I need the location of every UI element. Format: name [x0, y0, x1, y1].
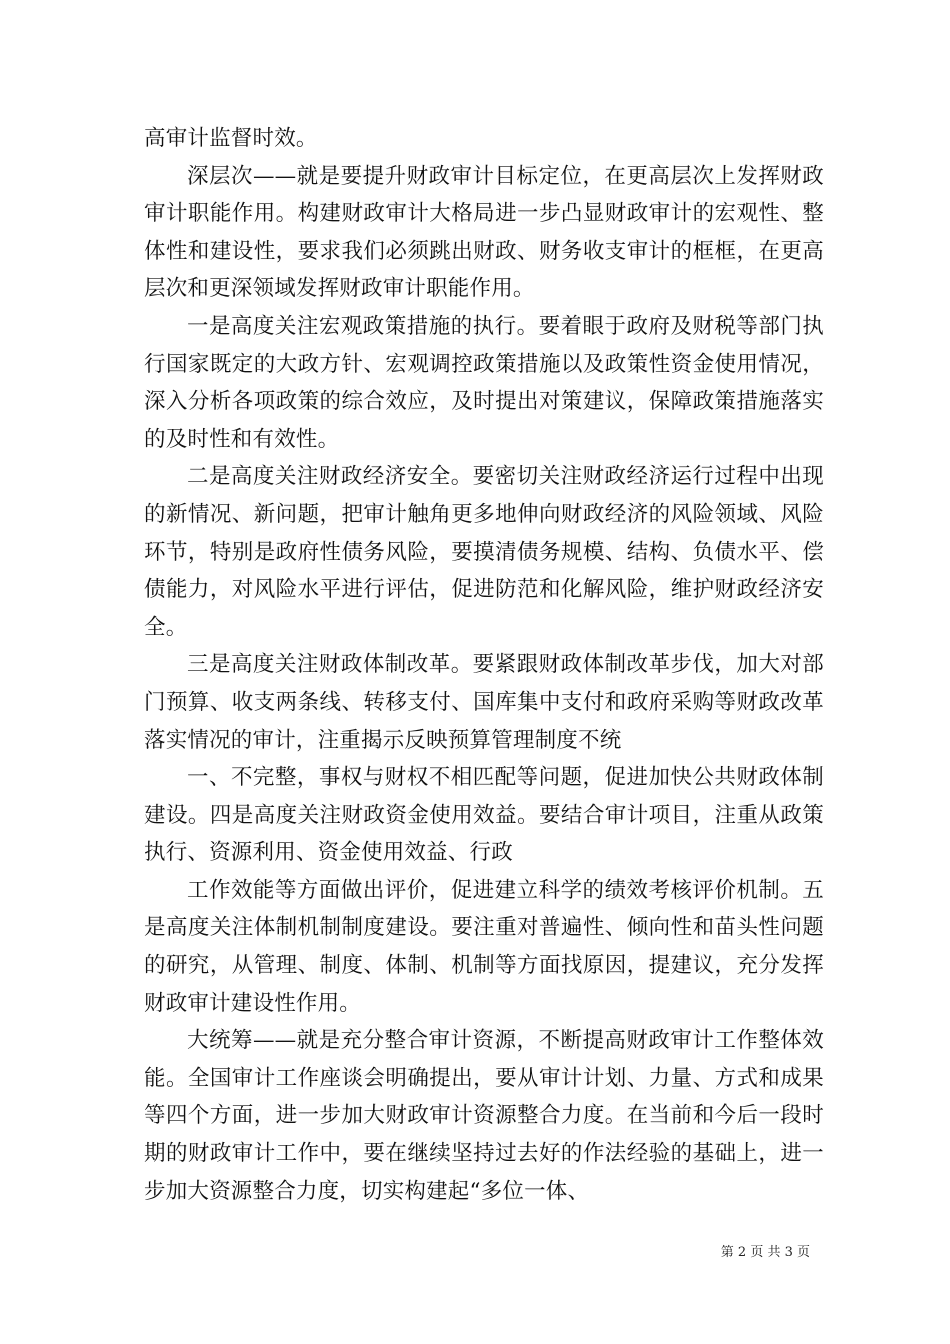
paragraph: 一是高度关注宏观政策措施的执行。要着眼于政府及财税等部门执行国家既定的大政方针、宏观调控政策措施以及政策性资金使用情况，深入分析各项政策的综合效应，及时提出对策建议，保障政策措施落实的及时性和有效性。: [144, 313, 824, 452]
paragraph: 工作效能等方面做出评价，促进建立科学的绩效考核评价机制。五是高度关注体制机制制度建设。要注重对普遍性、倾向性和苗头性问题的研究，从管理、制度、体制、机制等方面找原因，提建议，充分发挥财政审计建设性作用。: [144, 877, 824, 1016]
page-number-footer: 第 2 页 共 3 页: [720, 1245, 810, 1260]
paragraph: 高审计监督时效。: [144, 126, 318, 151]
paragraph: 一、不完整，事权与财权不相匹配等问题，促进加快公共财政体制建设。四是高度关注财政资金使用效益。要结合审计项目，注重从政策执行、资源利用、资金使用效益、行政: [144, 765, 824, 866]
paragraph: 大统筹——就是充分整合审计资源，不断提高财政审计工作整体效能。全国审计工作座谈会明确提出，要从审计计划、力量、方式和成果等四个方面，进一步加大财政审计资源整合力度。在当前和今后一段时期的财政审计工作中，要在继续坚持过去好的作法经验的基础上，进一步加大资源整合力度，切实构建起“多位一体、: [144, 1028, 824, 1204]
paragraph: 三是高度关注财政体制改革。要紧跟财政体制改革步伐，加大对部门预算、收支两条线、转移支付、国库集中支付和政府采购等财政改革落实情况的审计，注重揭示反映预算管理制度不统: [144, 652, 824, 753]
paragraph: 深层次——就是要提升财政审计目标定位，在更高层次上发挥财政审计职能作用。构建财政审计大格局进一步凸显财政审计的宏观性、整体性和建设性，要求我们必须跳出财政、财务收支审计的框框，在更高层次和更深领域发挥财政审计职能作用。: [144, 163, 824, 302]
paragraph: 二是高度关注财政经济安全。要密切关注财政经济运行过程中出现的新情况、新问题，把审计触角更多地伸向财政经济的风险领域、风险环节，特别是政府性债务风险，要摸清债务规模、结构、负债水平、偿债能力，对风险水平进行评估，促进防范和化解风险，维护财政经济安全。: [144, 464, 824, 640]
document-body: [144, 120, 824, 1210]
